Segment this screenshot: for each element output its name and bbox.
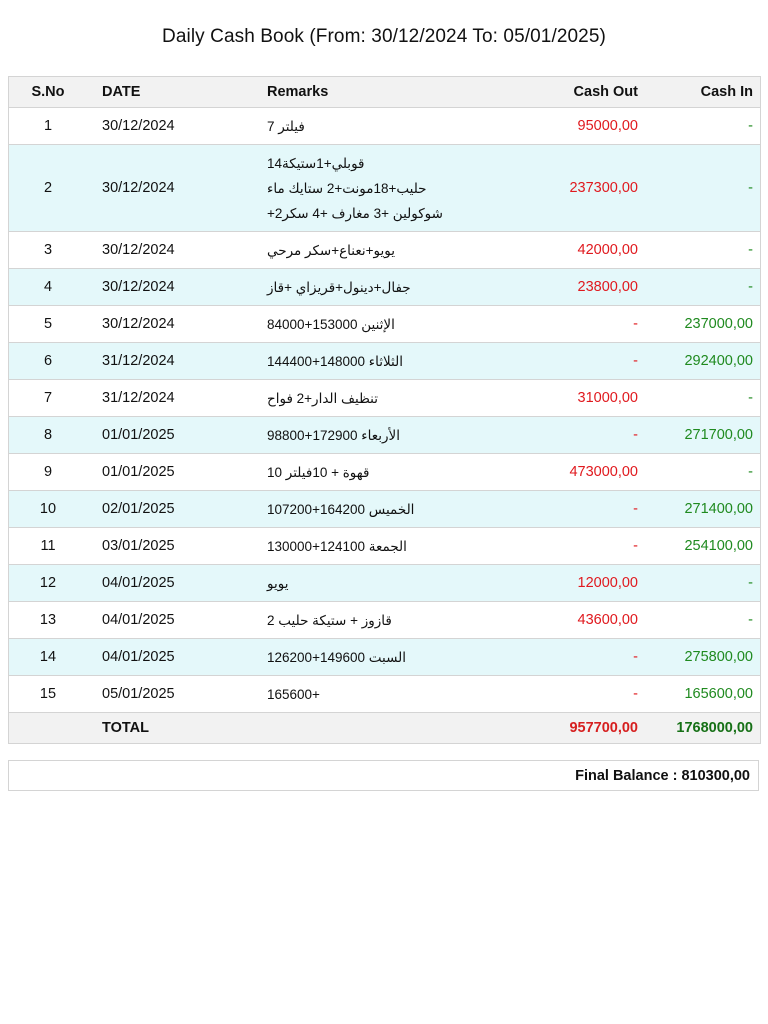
row-sno: 14 (9, 639, 88, 676)
row-sno: 4 (9, 269, 88, 306)
row-date: 04/01/2025 (87, 639, 252, 676)
row-remarks (252, 602, 494, 639)
remarks-line: +2شوكولين +3 مغارف +4 سكر (267, 205, 443, 221)
row-cash-out: - (494, 306, 645, 343)
row-cash-out: 473000,00 (494, 454, 645, 491)
remarks-line: حليب+18مونت+2 ستايك ماء (267, 180, 427, 196)
row-date: 04/01/2025 (87, 602, 252, 639)
final-balance: Final Balance : 810300,00 (8, 760, 759, 791)
header-cash-out: Cash Out (494, 77, 645, 108)
total-remarks-cell (252, 713, 494, 744)
row-cash-out: - (494, 491, 645, 528)
row-cash-out: 23800,00 (494, 269, 645, 306)
row-remarks (252, 417, 494, 454)
remarks-line: الثلاثاء 148000+144400 (267, 353, 403, 369)
row-cash-out: - (494, 639, 645, 676)
remarks-line: تنظيف الدار+2 فواح (267, 390, 378, 406)
row-cash-in: - (645, 108, 761, 145)
row-remarks (252, 454, 494, 491)
row-sno: 2 (9, 145, 88, 232)
row-date: 31/12/2024 (87, 380, 252, 417)
page-title: Daily Cash Book (From: 30/12/2024 To: 05/01/2025) (162, 26, 606, 47)
table-row (9, 491, 761, 528)
table-row (9, 676, 761, 713)
row-sno: 5 (9, 306, 88, 343)
remarks-line: الإثنين 153000+84000 (267, 316, 395, 332)
row-cash-in: - (645, 602, 761, 639)
row-cash-in: - (645, 269, 761, 306)
row-cash-in: 271400,00 (645, 491, 761, 528)
remarks-line: جفال+دينول+قريزاي +قاز (267, 279, 411, 295)
row-cash-in: - (645, 454, 761, 491)
row-cash-in: 237000,00 (645, 306, 761, 343)
row-cash-in: 165600,00 (645, 676, 761, 713)
row-date: 30/12/2024 (87, 108, 252, 145)
row-cash-out: - (494, 417, 645, 454)
header-date: DATE (87, 77, 252, 108)
row-cash-out: 31000,00 (494, 380, 645, 417)
remarks-line: قهوة + 10فيلتر 10 (267, 464, 370, 480)
total-sno-cell (9, 713, 88, 744)
row-date: 30/12/2024 (87, 306, 252, 343)
row-cash-in: 254100,00 (645, 528, 761, 565)
remarks-line: السبت 149600+126200 (267, 649, 407, 665)
row-sno: 6 (9, 343, 88, 380)
table-row (9, 417, 761, 454)
row-remarks (252, 491, 494, 528)
row-cash-in: 292400,00 (645, 343, 761, 380)
total-label: TOTAL (87, 713, 252, 744)
row-cash-out: 42000,00 (494, 232, 645, 269)
table-row (9, 639, 761, 676)
table-row (9, 232, 761, 269)
row-cash-out: 43600,00 (494, 602, 645, 639)
remarks-line: 165600+ (267, 686, 320, 702)
row-remarks (252, 145, 494, 232)
table-row (9, 343, 761, 380)
table-row (9, 145, 761, 232)
remarks-line: الخميس 164200+107200 (267, 501, 415, 517)
row-remarks (252, 343, 494, 380)
row-date: 04/01/2025 (87, 565, 252, 602)
row-remarks (252, 269, 494, 306)
remarks-line: يويو+نعناع+سكر مرحي (267, 242, 395, 258)
row-cash-out: - (494, 676, 645, 713)
row-date: 30/12/2024 (87, 232, 252, 269)
header-sno: S.No (9, 77, 88, 108)
row-date: 31/12/2024 (87, 343, 252, 380)
row-cash-out: 237300,00 (494, 145, 645, 232)
row-remarks (252, 108, 494, 145)
row-date: 02/01/2025 (87, 491, 252, 528)
total-cash-out: 957700,00 (494, 713, 645, 744)
total-cash-in: 1768000,00 (645, 713, 761, 744)
row-remarks (252, 232, 494, 269)
row-remarks (252, 676, 494, 713)
table-row (9, 565, 761, 602)
row-date: 30/12/2024 (87, 145, 252, 232)
row-date: 01/01/2025 (87, 417, 252, 454)
remarks-line: قوبلي+1ستيكة14 (267, 155, 365, 171)
row-date: 03/01/2025 (87, 528, 252, 565)
row-remarks (252, 528, 494, 565)
table-row (9, 306, 761, 343)
remarks-line: الجمعة 124100+130000 (267, 538, 407, 554)
table-row (9, 380, 761, 417)
row-sno: 7 (9, 380, 88, 417)
row-cash-in: - (645, 232, 761, 269)
row-sno: 9 (9, 454, 88, 491)
row-sno: 1 (9, 108, 88, 145)
row-cash-in: 271700,00 (645, 417, 761, 454)
row-cash-in: - (645, 380, 761, 417)
row-sno: 11 (9, 528, 88, 565)
header-cash-in: Cash In (645, 77, 761, 108)
row-remarks (252, 639, 494, 676)
remarks-line: الأربعاء 172900+98800 (267, 427, 400, 443)
row-remarks (252, 306, 494, 343)
row-cash-out: - (494, 528, 645, 565)
row-cash-in: 275800,00 (645, 639, 761, 676)
table-row (9, 269, 761, 306)
table-row (9, 528, 761, 565)
remarks-line: يويو (267, 575, 289, 591)
row-remarks (252, 565, 494, 602)
row-cash-out: 95000,00 (494, 108, 645, 145)
row-cash-in: - (645, 565, 761, 602)
row-remarks (252, 380, 494, 417)
row-date: 01/01/2025 (87, 454, 252, 491)
row-sno: 13 (9, 602, 88, 639)
row-sno: 12 (9, 565, 88, 602)
table-header-row (9, 77, 761, 108)
table-row (9, 602, 761, 639)
row-sno: 10 (9, 491, 88, 528)
row-cash-out: - (494, 343, 645, 380)
remarks-line: فيلتر 7 (267, 118, 305, 134)
row-cash-out: 12000,00 (494, 565, 645, 602)
total-row (9, 713, 761, 744)
row-sno: 15 (9, 676, 88, 713)
row-sno: 8 (9, 417, 88, 454)
row-date: 05/01/2025 (87, 676, 252, 713)
row-sno: 3 (9, 232, 88, 269)
remarks-line: قازوز + ستيكة حليب 2 (267, 612, 392, 628)
table-row (9, 108, 761, 145)
table-row (9, 454, 761, 491)
row-date: 30/12/2024 (87, 269, 252, 306)
header-remarks: Remarks (252, 77, 494, 108)
table-body (9, 108, 761, 713)
row-cash-in: - (645, 145, 761, 232)
cash-book-table (8, 76, 761, 744)
